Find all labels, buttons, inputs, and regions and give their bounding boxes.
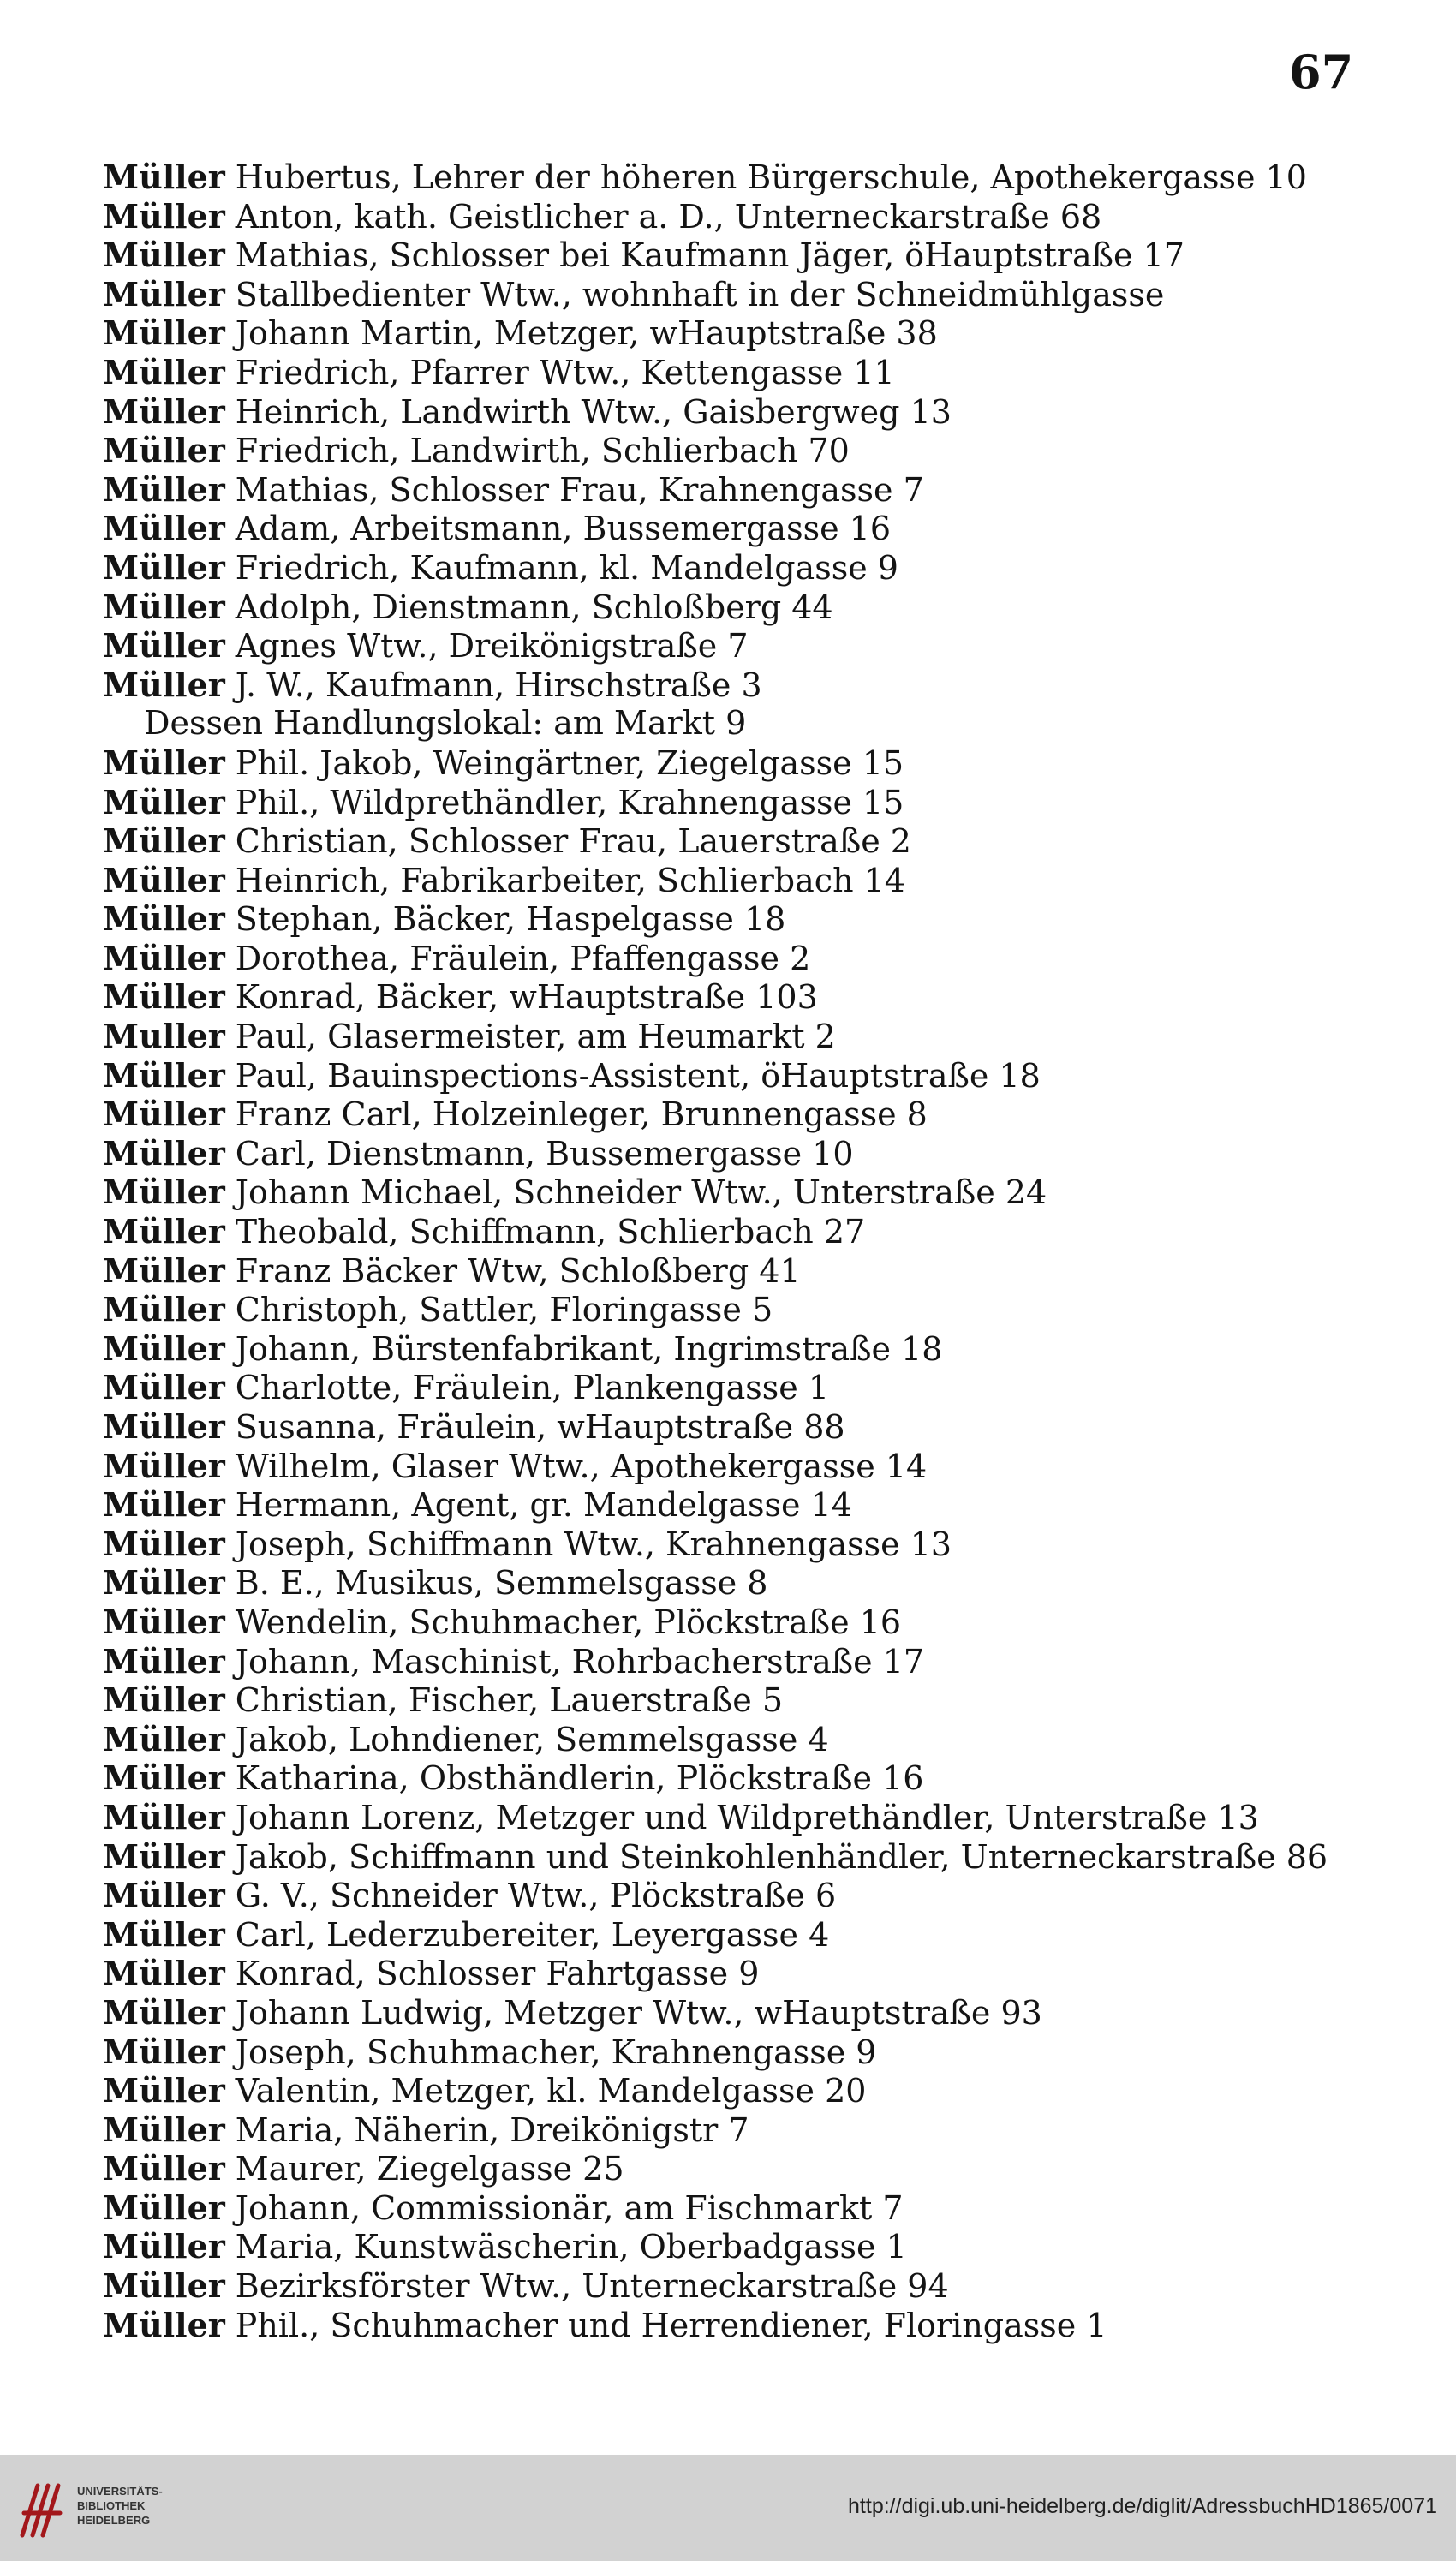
entry-surname: Müller — [103, 313, 225, 353]
entry-surname: Muller — [103, 1017, 225, 1056]
entry-surname: Müller — [103, 782, 225, 821]
entry-details: Susanna, Fräulein, wHauptstraße 88 — [235, 1408, 845, 1446]
entry-details: Charlotte, Fräulein, Plankengasse 1 — [235, 1369, 830, 1407]
directory-entry — [103, 275, 1422, 314]
entry-details: Franz Carl, Holzeinleger, Brunnengasse 8 — [235, 1095, 928, 1134]
entry-details: Jakob, Lohndiener, Semmelsgasse 4 — [235, 1720, 829, 1758]
entry-surname: Müller — [103, 1797, 225, 1836]
entry-details: Christoph, Sattler, Floringasse 5 — [235, 1291, 773, 1329]
entry-surname: Müller — [103, 821, 225, 861]
directory-entry — [103, 2110, 1422, 2150]
directory-entry — [103, 1290, 1422, 1329]
directory-entry — [103, 704, 1422, 743]
entry-details: Johann Martin, Metzger, wHauptstraße 38 — [235, 314, 938, 353]
directory-entry — [103, 1368, 1422, 1407]
directory-entry — [103, 548, 1422, 588]
entry-details: Konrad, Bäcker, wHauptstraße 103 — [235, 978, 818, 1017]
directory-entry — [103, 899, 1422, 939]
entry-details: Johann, Commissionär, am Fischmarkt 7 — [235, 2188, 904, 2227]
entry-details: Katharina, Obsthändlerin, Plöckstraße 16 — [235, 1759, 924, 1798]
entry-surname: Müller — [103, 1719, 225, 1758]
directory-entry — [103, 470, 1422, 510]
entry-details: Phil., Wildprethändler, Krahnengasse 15 — [235, 783, 904, 821]
directory-entry — [103, 509, 1422, 548]
entry-surname: Müller — [103, 2110, 225, 2149]
entry-details: Joseph, Schuhmacher, Krahnengasse 9 — [235, 2033, 877, 2071]
entry-details: Paul, Bauinspections-Assistent, öHauptstraße 18 — [235, 1056, 1041, 1095]
directory-entry — [103, 353, 1422, 392]
directory-entry — [103, 1525, 1422, 1564]
entry-details: Franz Bäcker Wtw, Schloßberg 41 — [235, 1251, 801, 1290]
source-url-link[interactable]: http://digi.ub.uni-heidelberg.de/diglit/AdressbuchHD1865/0071 — [848, 2494, 1437, 2518]
directory-entry — [103, 158, 1422, 197]
entry-surname: Müller — [103, 2266, 225, 2306]
directory-entry — [103, 2227, 1422, 2266]
directory-entry — [103, 939, 1422, 978]
entry-surname: Müller — [103, 469, 225, 509]
entry-details: Adolph, Dienstmann, Schloßberg 44 — [235, 588, 833, 626]
entry-details: B. E., Musikus, Semmelsgasse 8 — [235, 1564, 768, 1603]
entry-surname: Müller — [103, 1876, 225, 1915]
directory-entry — [103, 783, 1422, 822]
entry-surname: Müller — [103, 1251, 225, 1290]
entry-surname: Müller — [103, 743, 225, 782]
entry-surname: Müller — [103, 1446, 225, 1485]
directory-entry — [103, 1798, 1422, 1837]
entry-details: Maurer, Ziegelgasse 25 — [235, 2150, 624, 2188]
entry-details: Stephan, Bäcker, Haspelgasse 18 — [235, 900, 786, 939]
entry-surname: Müller — [103, 1485, 225, 1525]
entry-surname: Müller — [103, 1954, 225, 1993]
entry-details: Carl, Lederzubereiter, Leyergasse 4 — [235, 1915, 830, 1954]
entry-details: Heinrich, Fabrikarbeiter, Schlierbach 14 — [235, 861, 905, 899]
directory-entry — [103, 313, 1422, 353]
entry-surname: Müller — [103, 274, 225, 313]
entry-surname: Müller — [103, 1290, 225, 1329]
entry-details: Dorothea, Fräulein, Pfaffengasse 2 — [235, 939, 811, 977]
directory-entry — [103, 2188, 1422, 2228]
entry-surname: Müller — [103, 1055, 225, 1095]
entry-surname: Müller — [103, 2188, 225, 2227]
entry-surname: Müller — [103, 158, 225, 196]
directory-entry — [103, 197, 1422, 236]
entry-surname: Müller — [103, 1914, 225, 1954]
entry-surname: Müller — [103, 1328, 225, 1368]
entry-details: J. W., Kaufmann, Hirschstraße 3 — [235, 666, 762, 704]
entry-details: Heinrich, Landwirth Wtw., Gaisbergweg 13 — [235, 392, 952, 431]
entry-surname: Müller — [103, 2305, 225, 2344]
directory-entry — [103, 1173, 1422, 1212]
directory-entries — [103, 158, 1422, 2344]
entry-details: Phil. Jakob, Weingärtner, Ziegelgasse 15 — [235, 743, 904, 782]
directory-entry — [103, 1837, 1422, 1877]
entry-surname: Müller — [103, 1524, 225, 1563]
directory-entry — [103, 861, 1422, 900]
entry-surname: Müller — [103, 587, 225, 626]
directory-entry — [103, 1603, 1422, 1642]
entry-surname: Müller — [103, 977, 225, 1017]
directory-entry — [103, 2033, 1422, 2072]
entry-surname: Müller — [103, 196, 225, 236]
entry-surname: Müller — [103, 1133, 225, 1173]
entry-details: Johann, Maschinist, Rohrbacherstraße 17 — [235, 1642, 925, 1680]
directory-entry — [103, 743, 1422, 783]
directory-entry — [103, 626, 1422, 666]
entry-details: Jakob, Schiffmann und Steinkohlenhändler, Unterneckarstraße 86 — [235, 1837, 1328, 1876]
entry-surname: Müller — [103, 1563, 225, 1603]
page-number: 67 — [1289, 45, 1354, 99]
directory-entry — [103, 1095, 1422, 1134]
entry-details: Phil., Schuhmacher und Herrendiener, Floringasse 1 — [235, 2306, 1107, 2344]
entry-details: Christian, Schlosser Frau, Lauerstraße 2 — [235, 822, 911, 861]
entry-surname: Müller — [103, 626, 225, 666]
directory-entry — [103, 1134, 1422, 1173]
entry-details: Agnes Wtw., Dreikönigstraße 7 — [235, 627, 749, 666]
entry-surname: Müller — [103, 1173, 225, 1212]
entry-surname: Müller — [103, 2149, 225, 2188]
entry-details: Wendelin, Schuhmacher, Plöckstraße 16 — [235, 1603, 902, 1641]
entry-surname: Müller — [103, 665, 225, 704]
entry-surname: Müller — [103, 1992, 225, 2032]
directory-entry — [103, 1447, 1422, 1486]
entry-details: Johann Lorenz, Metzger und Wildprethändler, Unterstraße 13 — [235, 1798, 1259, 1836]
entry-details: Joseph, Schiffmann Wtw., Krahnengasse 13 — [235, 1525, 952, 1563]
entry-details: G. V., Schneider Wtw., Plöckstraße 6 — [235, 1877, 837, 1915]
entry-details: Stallbedienter Wtw., wohnhaft in der Schneidmühlgasse — [235, 275, 1165, 313]
directory-entry — [103, 1563, 1422, 1603]
entry-details: Friedrich, Pfarrer Wtw., Kettengasse 11 — [235, 353, 895, 391]
entry-note: Dessen Handlungslokal: am Markt 9 — [144, 704, 747, 743]
directory-entry — [103, 236, 1422, 275]
entry-surname: Müller — [103, 1095, 225, 1134]
entry-details: Adam, Arbeitsmann, Bussemergasse 16 — [235, 510, 891, 548]
directory-entry — [103, 2149, 1422, 2188]
entry-details: Johann Michael, Schneider Wtw., Unterstraße 24 — [235, 1173, 1047, 1212]
library-name-line: UNIVERSITÄTS- — [77, 2485, 163, 2498]
directory-entry — [103, 1251, 1422, 1291]
entry-surname: Müller — [103, 236, 225, 275]
directory-entry — [103, 1993, 1422, 2033]
directory-entry — [103, 2266, 1422, 2306]
directory-entry — [103, 666, 1422, 705]
directory-entry — [103, 1212, 1422, 1251]
entry-surname: Müller — [103, 2071, 225, 2110]
entry-details: Bezirksförster Wtw., Unterneckarstraße 94 — [235, 2267, 949, 2306]
directory-entry — [103, 1720, 1422, 1759]
entry-surname: Müller — [103, 1212, 225, 1251]
entry-surname: Müller — [103, 1758, 225, 1798]
entry-surname: Müller — [103, 1407, 225, 1446]
directory-entry — [103, 821, 1422, 861]
entry-details: Mathias, Schlosser Frau, Krahnengasse 7 — [235, 470, 924, 509]
entry-details: Carl, Dienstmann, Bussemergasse 10 — [235, 1134, 854, 1173]
entry-details: Johann, Bürstenfabrikant, Ingrimstraße 18 — [235, 1329, 943, 1368]
entry-surname: Müller — [103, 547, 225, 587]
entry-surname: Müller — [103, 1680, 225, 1720]
entry-details: Konrad, Schlosser Fahrtgasse 9 — [235, 1955, 760, 1993]
entry-details: Anton, kath. Geistlicher a. D., Unterneckarstraße 68 — [235, 197, 1102, 236]
entry-details: Valentin, Metzger, kl. Mandelgasse 20 — [235, 2072, 867, 2110]
entry-surname: Müller — [103, 1836, 225, 1876]
entry-details: Christian, Fischer, Lauerstraße 5 — [235, 1681, 783, 1720]
entry-details: Hubertus, Lehrer der höheren Bürgerschule, Apothekergasse 10 — [235, 158, 1307, 196]
entry-details: Theobald, Schiffmann, Schlierbach 27 — [235, 1213, 866, 1251]
entry-surname: Müller — [103, 860, 225, 899]
library-name-line: HEIDELBERG — [77, 2514, 151, 2527]
entry-details: Paul, Glasermeister, am Heumarkt 2 — [235, 1018, 836, 1056]
directory-entry — [103, 1407, 1422, 1447]
directory-entry — [103, 2306, 1422, 2345]
directory-entry — [103, 1876, 1422, 1915]
entry-surname: Müller — [103, 352, 225, 391]
directory-entry — [103, 1915, 1422, 1955]
directory-entry — [103, 431, 1422, 470]
entry-surname: Müller — [103, 899, 225, 939]
entry-details: Friedrich, Landwirth, Schlierbach 70 — [235, 432, 850, 470]
directory-entry — [103, 1680, 1422, 1720]
entry-details: Friedrich, Kaufmann, kl. Mandelgasse 9 — [235, 548, 898, 587]
directory-entry — [103, 977, 1422, 1017]
directory-entry — [103, 1017, 1422, 1056]
entry-surname: Müller — [103, 391, 225, 431]
entry-details: Maria, Kunstwäscherin, Oberbadgasse 1 — [235, 2228, 907, 2266]
library-seal-icon — [17, 2479, 65, 2540]
entry-surname: Müller — [103, 2032, 225, 2071]
library-name — [77, 2484, 163, 2528]
entry-details: Hermann, Agent, gr. Mandelgasse 14 — [235, 1486, 852, 1525]
entry-surname: Müller — [103, 431, 225, 470]
directory-entry — [103, 1642, 1422, 1681]
directory-entry — [103, 1954, 1422, 1993]
entry-details: Wilhelm, Glaser Wtw., Apothekergasse 14 — [235, 1447, 928, 1485]
directory-entry — [103, 1056, 1422, 1095]
entry-details: Maria, Näherin, Dreikönigstr 7 — [235, 2110, 749, 2149]
entry-surname: Müller — [103, 2227, 225, 2266]
directory-entry — [103, 1329, 1422, 1369]
directory-entry — [103, 1758, 1422, 1798]
entry-surname: Müller — [103, 509, 225, 548]
entry-surname: Müller — [103, 1368, 225, 1407]
directory-entry — [103, 1485, 1422, 1525]
entry-details: Johann Ludwig, Metzger Wtw., wHauptstraße 93 — [235, 1993, 1042, 2032]
entry-surname: Müller — [103, 938, 225, 977]
entry-surname: Müller — [103, 1602, 225, 1641]
entry-surname: Müller — [103, 1641, 225, 1680]
directory-entry — [103, 2071, 1422, 2110]
entry-details: Mathias, Schlosser bei Kaufmann Jäger, öHauptstraße 17 — [235, 236, 1184, 275]
library-name-line: BIBLIOTHEK — [77, 2499, 146, 2512]
directory-entry — [103, 588, 1422, 627]
directory-entry — [103, 392, 1422, 432]
footer-bar — [0, 2455, 1456, 2561]
